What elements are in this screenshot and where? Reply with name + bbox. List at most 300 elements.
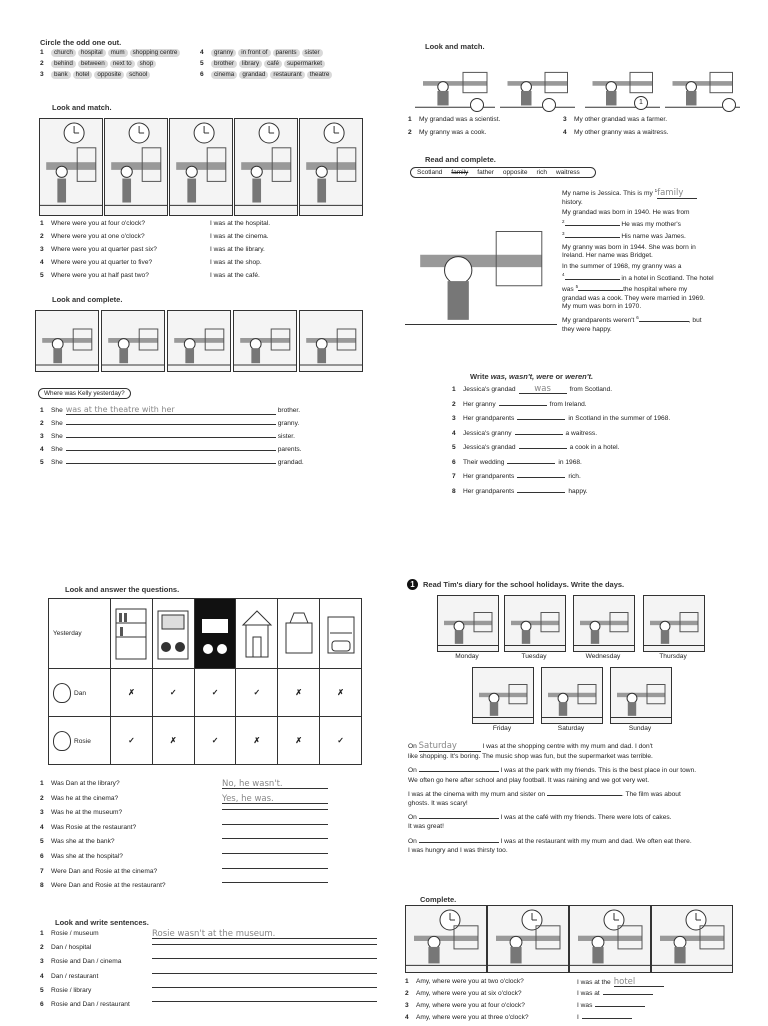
word-chip[interactable]: church	[51, 49, 76, 57]
answer-blank[interactable]	[66, 437, 276, 438]
was-were-row	[452, 430, 670, 438]
amy-question: Amy, where were you at two o'clock?	[416, 978, 524, 985]
row-number: 4	[40, 823, 44, 831]
item-text: My granny was a cook.	[419, 129, 487, 136]
row-prefix: Jessica's granny	[463, 429, 512, 437]
blank-2[interactable]	[565, 225, 620, 226]
match-answer[interactable]: I was at the hospital.	[210, 220, 271, 227]
dan-row	[49, 669, 362, 717]
end-text: grandad.	[277, 459, 304, 466]
attendance-mark: ✗	[320, 669, 362, 717]
diary-sketch-5	[473, 668, 533, 723]
was-were-rows	[452, 385, 670, 502]
scene-picture-2	[104, 118, 168, 216]
row-number: 2	[405, 990, 409, 997]
answer-circle[interactable]	[470, 98, 484, 112]
amy-picture-2	[487, 905, 569, 973]
question-text: Was he at the museum?	[51, 809, 123, 817]
answer-blank[interactable]	[222, 868, 328, 869]
word-box-item: Scotland	[417, 169, 443, 176]
row-number: 4	[405, 1014, 409, 1021]
was-were-row	[452, 401, 670, 409]
word-chip[interactable]: brother	[211, 60, 237, 68]
word-chip[interactable]: shop	[137, 60, 157, 68]
clock-sketch-2	[105, 119, 167, 215]
diary-picture	[610, 667, 672, 724]
word-chip[interactable]: granny	[211, 49, 236, 57]
was-were-row	[452, 444, 670, 452]
kelly-picture-2	[101, 310, 165, 372]
word-chip[interactable]: grandad	[239, 71, 268, 79]
question-row	[40, 868, 340, 876]
scene-picture-1	[39, 118, 103, 216]
row-number: 1	[40, 49, 44, 56]
amy-picture-3	[569, 905, 651, 973]
sentence-prompt: Rosie / library	[51, 986, 92, 994]
attendance-mark: ✓	[236, 669, 278, 717]
kelly-sketch-1	[36, 311, 98, 371]
row-prefix: Her grandparents	[463, 487, 515, 495]
waitress-picture	[500, 55, 575, 113]
answer-prefix: I was	[577, 1002, 593, 1009]
odd-one-out-row	[200, 71, 334, 79]
place-hospital-icon	[320, 599, 362, 669]
attendance-mark: ✗	[111, 669, 153, 717]
sentence-rows	[40, 930, 380, 1015]
was-were-row	[452, 488, 670, 496]
match-row	[40, 233, 360, 241]
row-number: 4	[40, 972, 44, 980]
family-match-title: Look and match.	[425, 42, 485, 51]
write-was-title: Write was, wasn't, were or weren't.	[470, 372, 594, 381]
diary-sketch-7	[611, 668, 671, 723]
speech-bubble: Where was Kelly yesterday?	[38, 388, 131, 399]
row-number: 4	[452, 429, 456, 437]
row-prefix: Her grandparents	[463, 473, 515, 480]
day-label: Monday	[455, 653, 479, 660]
row-number: 6	[40, 852, 44, 860]
diary-picture	[541, 667, 603, 724]
odd-one-out-row	[40, 60, 182, 68]
match-row	[40, 272, 360, 280]
diary-sketch-4	[644, 596, 704, 651]
attendance-mark: ✗	[278, 717, 320, 765]
complete-row	[40, 420, 360, 428]
row-number: 2	[40, 420, 44, 427]
odd-one-out-title: Circle the odd one out.	[40, 38, 122, 47]
amy-row	[405, 990, 745, 998]
match-question: Where were you at four o'clock?	[51, 220, 145, 227]
sentence-row	[40, 958, 380, 966]
answer-blank[interactable]	[519, 448, 567, 449]
question-row	[40, 882, 340, 890]
answer-blank[interactable]	[499, 405, 547, 406]
place-restaurant-icon	[236, 599, 278, 669]
question-text: Were Dan and Rosie at the cinema?	[51, 867, 158, 875]
row-suffix: in 1968.	[558, 458, 582, 466]
kelly-picture-4	[233, 310, 297, 372]
answer-blank[interactable]	[517, 492, 565, 493]
clock-sketch-1	[40, 119, 102, 215]
answer-prefix: I was at the	[577, 979, 611, 986]
answer-blank[interactable]: was at the theatre with her	[66, 406, 276, 415]
question-row	[40, 809, 340, 817]
word-chip[interactable]: hotel	[73, 71, 93, 79]
answer-blank[interactable]	[222, 824, 328, 825]
word-chip[interactable]: café	[264, 60, 282, 68]
match-question: Where were you at half past two?	[51, 272, 149, 279]
answer-blank[interactable]	[222, 838, 328, 839]
look-match-title: Look and match.	[52, 103, 112, 112]
amy-answer	[577, 1002, 645, 1010]
word-chip[interactable]: behind	[51, 60, 76, 68]
clock-sketch-4	[235, 119, 297, 215]
row-number: 3	[40, 809, 44, 817]
amy-question: Amy, where were you at four o'clock?	[416, 1002, 525, 1009]
amy-question: Amy, where were you at three o'clock?	[416, 1014, 529, 1021]
question-row	[40, 824, 340, 832]
diary-picture	[437, 595, 499, 652]
kelly-sketch-2	[102, 311, 164, 371]
row-number: 7	[452, 473, 456, 480]
row-number: 5	[40, 838, 44, 846]
blank-4[interactable]	[565, 279, 620, 280]
kelly-sketch-3	[168, 311, 230, 371]
amy-question: Amy, where were you at six o'clock?	[416, 990, 522, 997]
word-chip[interactable]: supermarket	[284, 60, 325, 68]
question-row	[40, 780, 340, 788]
subject-text: She	[51, 420, 63, 427]
sentence-prompt: Dan / restaurant	[51, 972, 99, 980]
row-prefix: Their wedding	[463, 458, 505, 466]
diary-sketch-2	[505, 596, 565, 651]
row-suffix: from Scotland.	[569, 386, 613, 393]
answer-blank[interactable]	[515, 434, 563, 435]
yesterday-header: Yesterday	[49, 599, 111, 669]
word-chip[interactable]: opposite	[94, 71, 124, 79]
family-item	[408, 116, 563, 124]
attendance-mark: ✓	[194, 717, 236, 765]
day-label: Thursday	[659, 653, 687, 660]
attendance-mark: ✗	[236, 717, 278, 765]
kelly-picture-1	[35, 310, 99, 372]
exercise-badge: 1	[407, 579, 418, 590]
row-number: 7	[40, 867, 44, 875]
end-text: sister.	[277, 433, 295, 440]
was-were-row	[452, 473, 670, 481]
place-cinema-icon	[152, 599, 194, 669]
answer-blank[interactable]	[507, 463, 555, 464]
row-number: 2	[40, 944, 44, 952]
answer-blank[interactable]: No, he wasn't.	[222, 780, 328, 789]
amy-answer	[577, 1014, 632, 1022]
word-box-item: opposite	[502, 169, 528, 176]
question-text: Was she at the hospital?	[51, 852, 123, 860]
answer-family[interactable]: family	[657, 189, 697, 199]
word-chip[interactable]: in front of	[238, 49, 270, 57]
clock-sketch-5	[300, 119, 362, 215]
scene-picture-5	[299, 118, 363, 216]
diary-picture	[504, 595, 566, 652]
row-number: 6	[40, 1000, 44, 1008]
amy-answer	[577, 978, 664, 987]
answer-blank[interactable]	[222, 882, 328, 883]
row-number: 3	[40, 71, 44, 78]
answer-circle[interactable]	[542, 98, 556, 112]
row-number: 1	[40, 930, 44, 937]
word-chip[interactable]: mum	[108, 49, 128, 57]
amy-row	[405, 1002, 745, 1010]
row-prefix: Her grandparents	[463, 415, 515, 422]
answer-blank[interactable]	[152, 973, 377, 974]
word-chip[interactable]: school	[126, 71, 150, 79]
sentence-prompt: Rosie and Dan / cinema	[51, 958, 122, 966]
kelly-sketch-5	[300, 311, 362, 371]
word-box-item: father	[477, 169, 494, 176]
word-box-item: rich	[536, 169, 547, 176]
row-suffix: a waitress.	[565, 429, 598, 437]
item-number: 1	[408, 116, 412, 123]
item-number: 4	[563, 129, 567, 136]
row-prefix: Jessica's grandad	[463, 386, 516, 393]
amy-row	[405, 978, 745, 986]
word-box-item: waitress	[555, 169, 580, 176]
match-row	[40, 220, 360, 228]
answer-prefix: I	[577, 1014, 579, 1021]
kelly-picture-5	[299, 310, 363, 372]
row-number: 8	[40, 882, 44, 890]
blank-day-5[interactable]	[419, 842, 499, 843]
word-chip[interactable]: library	[239, 60, 262, 68]
word-chip[interactable]: restaurant	[270, 71, 304, 79]
word-box-item: family	[451, 169, 469, 176]
odd-one-out-right	[200, 49, 334, 82]
word-chip[interactable]: next to	[110, 60, 135, 68]
sentence-prompt: Rosie / museum	[51, 930, 99, 937]
row-suffix: happy.	[568, 487, 588, 495]
sentence-row	[40, 987, 380, 995]
sentence-row	[40, 973, 380, 981]
diary-picture	[643, 595, 705, 652]
row-suffix: rich.	[568, 473, 581, 480]
sentence-row	[40, 944, 380, 952]
answer-blank[interactable]	[152, 1001, 377, 1002]
end-text: granny.	[277, 420, 300, 427]
subject-text: She	[51, 407, 63, 414]
complete-title: Complete.	[420, 895, 457, 904]
answer-blank[interactable]	[222, 853, 328, 854]
match-answer[interactable]: I was at the shop.	[210, 259, 262, 266]
match-answer[interactable]: I was at the cinema.	[210, 233, 269, 240]
item-text: My other grandad was a farmer.	[574, 116, 668, 123]
scene-picture-4	[234, 118, 298, 216]
match-answer[interactable]: I was at the café.	[210, 272, 260, 279]
item-text: My grandad was a scientist.	[419, 116, 501, 123]
question-text: Was she at the bank?	[51, 838, 115, 846]
row-number: 4	[40, 446, 44, 453]
blank-3[interactable]	[565, 237, 620, 238]
day-label: Saturday	[557, 725, 585, 732]
answer-blank[interactable]	[66, 450, 276, 451]
answer-blank[interactable]	[152, 987, 377, 988]
person-face-icon	[53, 683, 71, 703]
row-prefix: Her granny	[463, 400, 496, 408]
blank-day-4[interactable]	[419, 818, 499, 819]
kelly-sketch-4	[234, 311, 296, 371]
row-number: 5	[40, 986, 44, 994]
row-number: 1	[452, 386, 456, 393]
row-number: 6	[200, 71, 204, 78]
clock-sketch-3	[170, 119, 232, 215]
word-chip[interactable]: sister	[302, 49, 323, 57]
match-question: Where were you at quarter past six?	[51, 246, 157, 253]
subject-text: She	[51, 446, 63, 453]
blank-day-3[interactable]	[547, 795, 622, 796]
subject-text: She	[51, 459, 63, 466]
answer-blank[interactable]: was	[519, 385, 567, 394]
complete-rows	[40, 406, 360, 472]
attendance-mark: ✗	[152, 717, 194, 765]
complete-row	[40, 459, 360, 467]
jessica-text: My name is Jessica. This is my $^1$family history. My grandad was born in 1940. He was from $^2$ He was my mother's $^3$ His name was James. My granny was born in 1944. She was born in Ireland. Her name was Bridget. In the summer of 1968, my granny was a $^4$ in a hotel in Scotland. The hotel was $^5$ the hospital where my grandad was a cook. They were married in 1969. My mum was born in 1970. My grandparents weren't $^6$ , but they were happy.	[562, 188, 714, 333]
write-sentences-title: Look and write sentences.	[55, 918, 149, 927]
diary-sketch-6	[542, 668, 602, 723]
answer-blank[interactable]	[66, 463, 276, 464]
row-number: 1	[40, 780, 44, 787]
row-suffix: from Ireland.	[549, 400, 587, 408]
row-number: 1	[405, 978, 409, 985]
family-match-items	[408, 116, 733, 137]
answer-saturday[interactable]: Saturday	[419, 742, 481, 752]
answer-questions-title: Look and answer the questions.	[65, 585, 180, 594]
odd-one-out-row	[200, 49, 334, 57]
family-picture	[405, 185, 557, 340]
day-label: Friday	[492, 725, 512, 732]
row-number: 5	[40, 459, 44, 466]
blank-day-2[interactable]	[419, 771, 499, 772]
row-number: 5	[40, 272, 44, 279]
sentence-row	[40, 1001, 380, 1009]
answer-blank[interactable]	[222, 809, 328, 810]
clock-sketch-4	[652, 906, 732, 972]
person-cell	[49, 717, 111, 765]
row-number: 5	[452, 444, 456, 451]
diary-sketch-3	[574, 596, 634, 651]
answer-blank[interactable]	[582, 1018, 632, 1019]
match-answer[interactable]: I was at the library.	[210, 246, 265, 253]
place-museum-icon	[194, 599, 236, 669]
family-item	[408, 129, 563, 137]
question-text: Was Dan at the library?	[51, 780, 120, 787]
scientist-picture	[585, 55, 660, 113]
family-item	[563, 116, 733, 124]
answer-circle[interactable]	[722, 98, 736, 112]
places-table	[48, 598, 362, 765]
sentence-prompt: Rosie and Dan / restaurant	[51, 1000, 130, 1008]
word-chip[interactable]: between	[78, 60, 108, 68]
question-row	[40, 795, 340, 803]
scene-picture-3	[169, 118, 233, 216]
item-text: My other granny was a waitress.	[574, 129, 669, 136]
amy-answer	[577, 990, 653, 998]
picture-number-circle: 1	[634, 96, 648, 110]
was-were-row	[452, 385, 670, 394]
row-number: 3	[40, 958, 44, 966]
amy-picture-1	[405, 905, 487, 973]
day-label: Tuesday	[521, 653, 547, 660]
row-number: 3	[40, 246, 44, 253]
attendance-mark: ✓	[320, 717, 362, 765]
answer-blank[interactable]	[603, 994, 653, 995]
complete-row	[40, 406, 360, 415]
place-bank-icon	[278, 599, 320, 669]
row-number: 6	[452, 458, 456, 466]
person-cell	[49, 669, 111, 717]
answer-blank[interactable]	[152, 944, 377, 945]
person-face-icon	[53, 731, 71, 751]
question-text: Was Rosie at the restaurant?	[51, 823, 137, 831]
row-number: 2	[40, 60, 44, 67]
read-complete-title: Read and complete.	[425, 155, 496, 164]
item-number: 2	[408, 129, 412, 136]
word-chip[interactable]: cinema	[211, 71, 237, 79]
answer-blank[interactable]	[517, 477, 565, 478]
odd-one-out-row	[200, 60, 334, 68]
answer-blank[interactable]: hotel	[614, 978, 664, 987]
answer-blank[interactable]	[517, 419, 565, 420]
answer-blank[interactable]	[66, 424, 276, 425]
clock-sketch-2	[488, 906, 568, 972]
row-number: 8	[452, 487, 456, 495]
word-chip[interactable]: parents	[273, 49, 300, 57]
answer-blank[interactable]: Yes, he was.	[222, 795, 328, 804]
blank-6[interactable]	[639, 321, 689, 322]
odd-one-out-left	[40, 49, 182, 82]
day-label: Sunday	[628, 725, 652, 732]
row-number: 4	[40, 259, 44, 266]
word-chip[interactable]: hospital	[78, 49, 106, 57]
person-name: Rosie	[74, 737, 91, 745]
clock-sketch-1	[406, 906, 486, 972]
answer-prefix: I was at	[577, 990, 600, 997]
row-number: 2	[452, 400, 456, 408]
blank-5[interactable]	[578, 290, 623, 291]
attendance-mark: ✗	[278, 669, 320, 717]
answer-blank[interactable]	[152, 958, 377, 959]
row-number: 5	[200, 60, 204, 67]
word-chip[interactable]: shopping centre	[130, 49, 181, 57]
row-prefix: Jessica's grandad	[463, 444, 516, 451]
attendance-mark: ✓	[152, 669, 194, 717]
diary-text: On Saturday I was at the shopping centre with my mum and dad. I don't like shopping. It's boring. The music shop was fun, but the supermarket was terrible. On I was at the park with my friends. This is the best place in our town. We often go here after school and play football. It was raining and we got very wet. I was at the cinema with my mum and sister on . The film was about ghosts. It was scary! On I was at the café with my friends. There were lots of cakes. It was great! On I was at the restaurant with my mum and dad. We often eat there. I was hungry and I was thirsty too.	[408, 741, 697, 854]
match-question: Where were you at quarter to five?	[51, 259, 153, 266]
item-number: 3	[563, 116, 567, 123]
word-chip[interactable]: bank	[51, 71, 71, 79]
person-sketch-5	[405, 185, 557, 340]
row-number: 1	[40, 220, 44, 227]
person-sketch-3	[585, 55, 660, 113]
rosie-row	[49, 717, 362, 765]
subject-text: She	[51, 433, 63, 440]
day-label: Wednesday	[585, 653, 621, 660]
answer-blank[interactable]	[595, 1006, 645, 1007]
sentence-prompt: Dan / hospital	[51, 944, 92, 952]
diary-picture	[573, 595, 635, 652]
complete-row	[40, 446, 360, 454]
answer-blank[interactable]: Rosie wasn't at the museum.	[152, 930, 377, 939]
clock-sketch-3	[570, 906, 650, 972]
word-chip[interactable]: theatre	[307, 71, 333, 79]
